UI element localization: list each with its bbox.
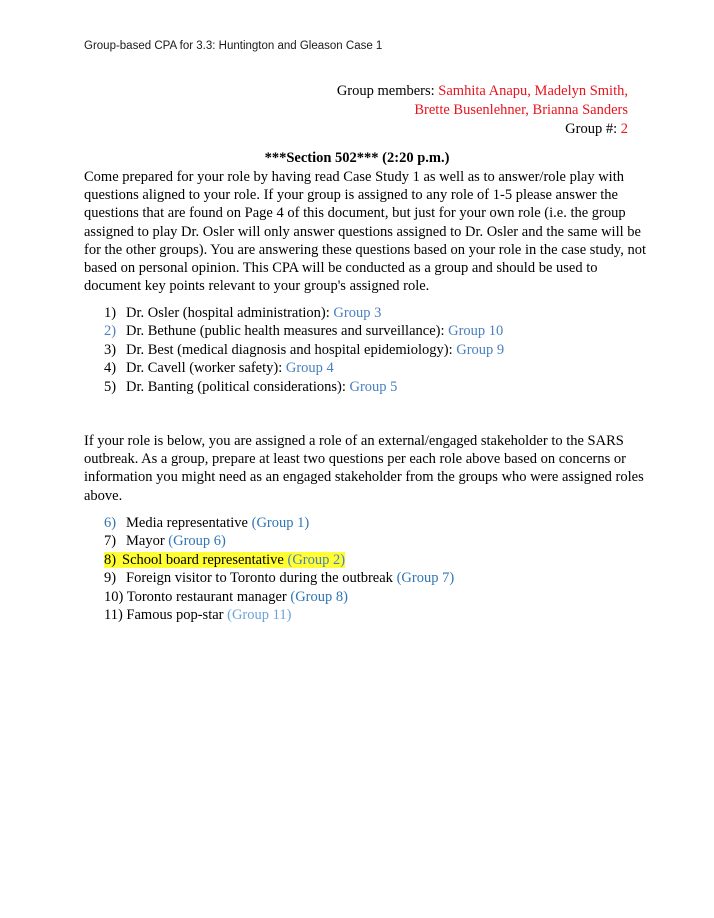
group-number-label: Group #: (565, 121, 621, 137)
members-label: Group members: (336, 83, 439, 99)
item-text: Toronto restaurant manager (126, 588, 291, 605)
internal-roles-list (104, 304, 504, 396)
external-roles-list (104, 514, 454, 624)
intro-line: Come prepared for your role by having read Case Study 1 as well as to answer/role play with (84, 169, 624, 185)
item-group: Group 5 (349, 378, 398, 395)
item-group: (Group 6) (168, 533, 226, 550)
list-item (104, 359, 504, 377)
item-number: 10) (104, 588, 124, 605)
members-names-1: Samhita Anapu, Madelyn Smith, (438, 83, 628, 99)
item-number: 9) (104, 570, 117, 587)
item-number: 3) (104, 341, 117, 358)
item-group: (Group 7) (396, 570, 455, 587)
list-item (104, 588, 454, 606)
group-members-block (208, 82, 628, 139)
item-number: 5) (104, 378, 117, 395)
item-text: Dr. Best (medical diagnosis and hospital epidemiology): (126, 341, 457, 358)
item-group: Group 3 (333, 305, 382, 321)
item-text: School board representative (122, 551, 288, 568)
item-group: Group 10 (448, 323, 504, 340)
item-text: Dr. Osler (hospital administration): (126, 305, 334, 321)
list-item (104, 378, 504, 396)
list-item (104, 606, 454, 624)
item-group: Group 9 (456, 341, 505, 358)
list-item (104, 532, 454, 550)
intro-paragraph (84, 168, 647, 295)
list-item (104, 341, 504, 359)
item-text: Foreign visitor to Toronto during the outbreak (126, 570, 397, 587)
item-group: Group 4 (285, 360, 334, 377)
item-text: Dr. Cavell (worker safety): (126, 360, 286, 377)
stakeholder-line: above. (84, 487, 123, 504)
intro-line: for the other groups). You are answering these questions based on your role in the case study, not (84, 241, 647, 258)
list-item (104, 569, 454, 587)
item-text: Dr. Bethune (public health measures and surveillance): (126, 323, 449, 340)
intro-line: questions aligned to your role. If your group is assigned to any role of 1-5 please answer the (84, 187, 618, 204)
intro-line: based on personal opinion. This CPA will be conducted as a group and should be used to (84, 260, 598, 277)
item-group: (Group 1) (251, 515, 310, 531)
item-text: Famous pop-star (126, 607, 228, 624)
list-item (104, 304, 504, 322)
section-title: ***Section 502*** (2:20 p.m.) (264, 150, 450, 166)
item-number: 1) (104, 305, 117, 321)
stakeholder-line: outbreak. As a group, prepare at least two questions per each role above based on concerns or (84, 451, 626, 468)
intro-line: assigned to play Dr. Osler will only answer questions assigned to Dr. Osler and the same will be (84, 223, 641, 240)
page-header: Group-based CPA for 3.3: Huntington and Gleason Case 1 (84, 40, 383, 52)
item-number: 7) (104, 533, 117, 550)
stakeholder-line: information you might need as an engaged stakeholder from the groups who were assigned roles (84, 469, 644, 486)
item-group: (Group 2) (287, 551, 346, 568)
intro-line: document key points relevant to your group's assigned role. (84, 278, 430, 295)
item-number: 2) (104, 323, 117, 340)
item-group: (Group 8) (290, 588, 348, 605)
item-group: (Group 11) (227, 607, 292, 624)
intro-line: questions that are found on Page 4 of this document, but just for your own role (i.e. the group (84, 205, 626, 222)
item-text: Media representative (126, 515, 252, 531)
list-item (104, 322, 504, 340)
item-number: 8) (104, 551, 117, 568)
item-number: 11) (104, 607, 123, 624)
list-item (104, 514, 454, 532)
item-number: 6) (104, 515, 117, 531)
members-names-2: Brette Busenlehner, Brianna Sanders (414, 102, 628, 118)
list-item-highlighted (104, 551, 454, 569)
stakeholder-line: If your role is below, you are assigned a role of an external/engaged stakeholder to the SARS (84, 433, 624, 449)
item-number: 4) (104, 360, 117, 377)
stakeholder-paragraph (84, 432, 644, 505)
item-text: Mayor (126, 533, 169, 550)
group-number: 2 (620, 121, 628, 137)
item-text: Dr. Banting (political considerations): (126, 378, 350, 395)
